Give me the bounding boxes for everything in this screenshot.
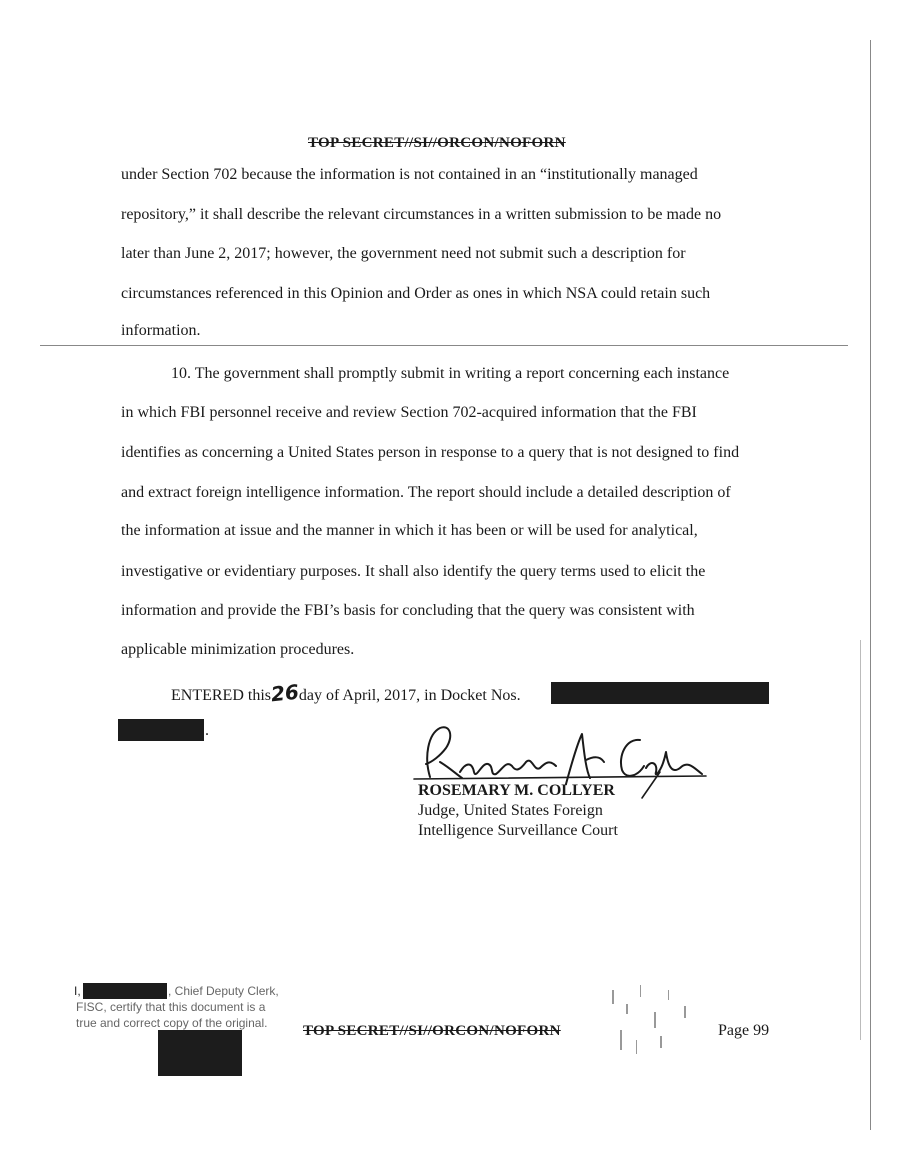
entered-line [171, 681, 521, 705]
entered-prefix: ENTERED this [171, 687, 271, 704]
body-line: 10. The government shall promptly submit in writing a report concerning each instance [171, 365, 730, 382]
stamp-speck [654, 1012, 656, 1028]
signatory-title-line1: Judge, United States Foreign [418, 802, 603, 819]
body-line: in which FBI personnel receive and review Section 702-acquired information that the FBI [121, 404, 697, 421]
body-line: under Section 702 because the information is not contained in an “institutionally managed [121, 166, 698, 183]
handwritten-day: 26 [269, 679, 301, 707]
body-line: investigative or evidentiary purposes. It shall also identify the query terms used to elicit the [121, 563, 706, 580]
redacted-docket-continued [118, 719, 204, 741]
stamp-speck [668, 990, 669, 1000]
page-number: Page 99 [718, 1022, 770, 1039]
classification-header: TOP SECRET//SI//ORCON/NOFORN [308, 135, 566, 151]
stamp-speck [620, 1030, 622, 1050]
clerk-cert-line1 [74, 984, 81, 998]
classification-footer: TOP SECRET//SI//ORCON/NOFORN [303, 1023, 561, 1039]
body-line: and extract foreign intelligence information. The report should include a detailed description of [121, 484, 731, 501]
body-line: repository,” it shall describe the relevant circumstances in a written submission to be made no [121, 206, 722, 223]
scan-line-divider [40, 345, 848, 346]
entered-suffix: day of April, 2017, in Docket Nos. [298, 687, 521, 704]
clerk-cert-suffix: , Chief Deputy Clerk, [168, 984, 279, 998]
body-line: the information at issue and the manner in which it has been or will be used for analytical, [121, 522, 698, 539]
stamp-speck [626, 1004, 628, 1014]
stamp-speck [640, 985, 641, 997]
signatory-name: ROSEMARY M. COLLYER [418, 782, 615, 799]
scan-edge [860, 640, 861, 1040]
stamp-speck [612, 990, 614, 1004]
body-line: identifies as concerning a United States person in response to a query that is not designed to find [121, 444, 740, 461]
body-line: information and provide the FBI’s basis for concluding that the query was consistent with [121, 602, 695, 619]
scan-edge [870, 40, 871, 1130]
redacted-clerk-signature [158, 1030, 242, 1076]
body-line: circumstances referenced in this Opinion and Order as ones in which NSA could retain such [121, 285, 711, 302]
redacted-clerk-name [83, 983, 167, 999]
stamp-speck [660, 1036, 662, 1048]
clerk-cert-prefix: I, [74, 984, 81, 998]
trailing-period: . [205, 722, 209, 739]
redacted-docket-numbers [551, 682, 769, 704]
body-line: information. [121, 322, 201, 339]
signatory-title-line2: Intelligence Surveillance Court [418, 822, 618, 839]
stamp-speck [684, 1006, 686, 1018]
stamp-speck [636, 1040, 637, 1054]
body-line: later than June 2, 2017; however, the government need not submit such a description for [121, 245, 686, 262]
clerk-cert-line2: FISC, certify that this document is a [76, 1000, 266, 1014]
body-line: applicable minimization procedures. [121, 641, 355, 658]
clerk-cert-line3: true and correct copy of the original. [76, 1016, 268, 1030]
